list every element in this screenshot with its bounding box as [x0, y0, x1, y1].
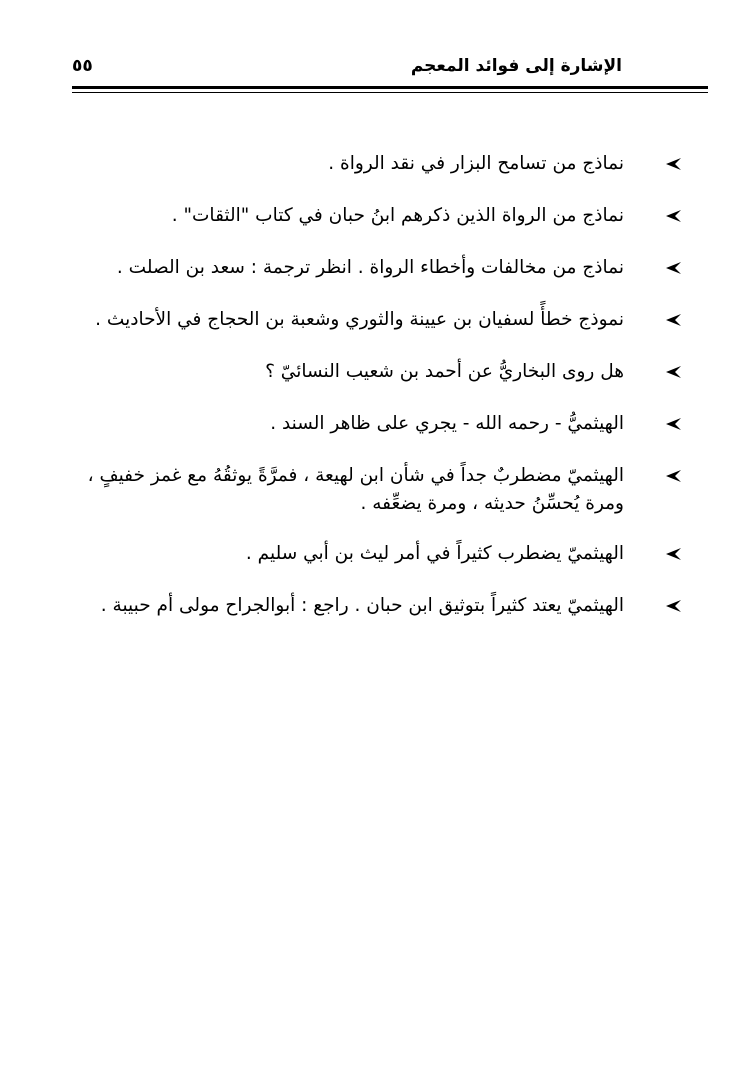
arrow-bullet-icon	[664, 547, 682, 561]
list-item	[62, 150, 682, 178]
list-item-text: نماذج من تسامح البزار في نقد الرواة .	[328, 153, 624, 174]
list-item	[62, 540, 682, 568]
arrow-bullet-icon	[664, 417, 682, 431]
list-item-text: نماذج من مخالفات وأخطاء الرواة . انظر ترجمة : سعد بن الصلت .	[116, 257, 624, 278]
list-item-text: نماذج من الرواة الذين ذكرهم ابنُ حبان في كتاب "الثقات" .	[171, 205, 624, 226]
arrow-bullet-icon	[664, 209, 682, 223]
list-item	[62, 202, 682, 230]
list-item-text: الهيثميّ مضطربٌ جداً في شأن ابن لهيعة ، فمرَّةً يوثقُهُ مع غمز خفيفٍ ، ومرة يُحسِّنُ حديثه ، ومرة يضعِّفه .	[87, 465, 624, 514]
list-item	[62, 254, 682, 282]
arrow-bullet-icon	[664, 365, 682, 379]
list-item-text: الهيثميّ يضطرب كثيراً في أمر ليث بن أبي سليم .	[245, 543, 624, 564]
list-item-text: هل روى البخاريُّ عن أحمد بن شعيب النسائيّ ؟	[265, 361, 624, 382]
list-item-text: الهيثميُّ - رحمه الله - يجري على ظاهر السند .	[270, 413, 624, 434]
list-item-text: الهيثميّ يعتد كثيراً بتوثيق ابن حبان . راجع : أبوالجراح مولى أم حبيبة .	[100, 595, 624, 616]
list-item-text: نموذج خطأً لسفيان بن عيينة والثوري وشعبة بن الحجاج في الأحاديث .	[95, 309, 624, 330]
arrow-bullet-icon	[664, 157, 682, 171]
list-item	[62, 358, 682, 386]
arrow-bullet-icon	[664, 469, 682, 483]
page-number: ٥٥	[72, 56, 93, 76]
arrow-bullet-icon	[664, 313, 682, 327]
header-rule-thick	[72, 86, 708, 89]
list-item	[62, 462, 682, 518]
list-item	[62, 410, 682, 438]
benefits-list	[62, 150, 682, 644]
list-item	[62, 306, 682, 334]
arrow-bullet-icon	[664, 261, 682, 275]
arrow-bullet-icon	[664, 599, 682, 613]
header-rule-thin	[72, 92, 708, 93]
running-header-title: الإشارة إلى فوائد المعجم	[410, 56, 622, 76]
list-item	[62, 592, 682, 620]
